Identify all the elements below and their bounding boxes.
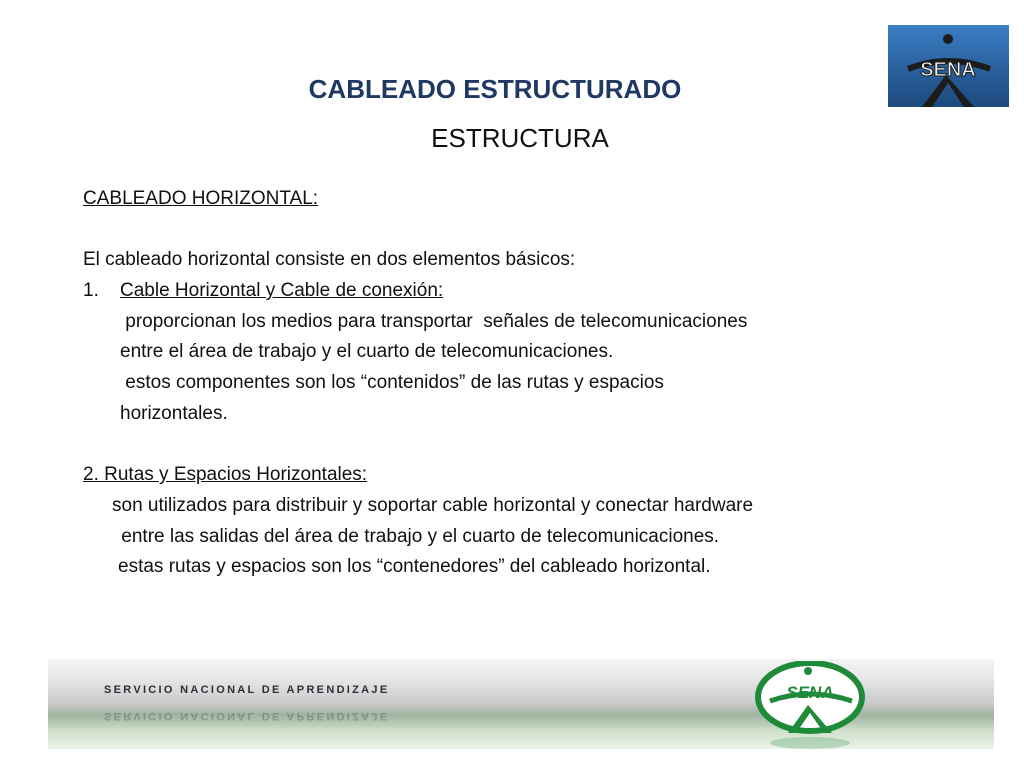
item1-line: estos componentes son los “contenidos” de las rutas y espacios — [120, 372, 664, 394]
slide-body — [83, 184, 983, 583]
item1-number: 1. — [83, 280, 99, 302]
logo-text: SENA — [920, 59, 976, 81]
section-heading: CABLEADO HORIZONTAL: — [83, 188, 319, 209]
footer-text: SERVICIO NACIONAL DE APRENDIZAJE — [104, 684, 390, 696]
footer-sena-logo — [748, 661, 878, 749]
item2-heading: 2. Rutas y Espacios Horizontales: — [83, 464, 368, 486]
item1-line: horizontales. — [120, 402, 228, 424]
intro-text: El cableado horizontal consiste en dos elementos básicos: — [83, 249, 576, 271]
sena-emblem-icon — [748, 661, 878, 749]
footer-logo-text: SENA — [786, 683, 834, 702]
footer-banner — [48, 659, 994, 749]
item1-heading: Cable Horizontal y Cable de conexión: — [120, 280, 444, 302]
footer-text-reflection: SERVICIO NACIONAL DE APRENDIZAJE — [104, 710, 390, 722]
slide-subtitle: ESTRUCTURA — [431, 123, 609, 153]
item1-line: entre el área de trabajo y el cuarto de telecomunicaciones. — [120, 341, 614, 363]
item2-line: entre las salidas del área de trabajo y el cuarto de telecomunicaciones. — [116, 525, 720, 547]
item1-line: proporcionan los medios para transportar señales de telecomunicaciones — [120, 310, 748, 332]
item1-heading-line — [83, 276, 983, 307]
slide-title: CABLEADO ESTRUCTURADO — [308, 74, 682, 104]
item2-line: estas rutas y espacios son los “contenedores” del cableado horizontal. — [118, 556, 711, 578]
item2-line: son utilizados para distribuir y soportar cable horizontal y conectar hardware — [112, 494, 754, 516]
